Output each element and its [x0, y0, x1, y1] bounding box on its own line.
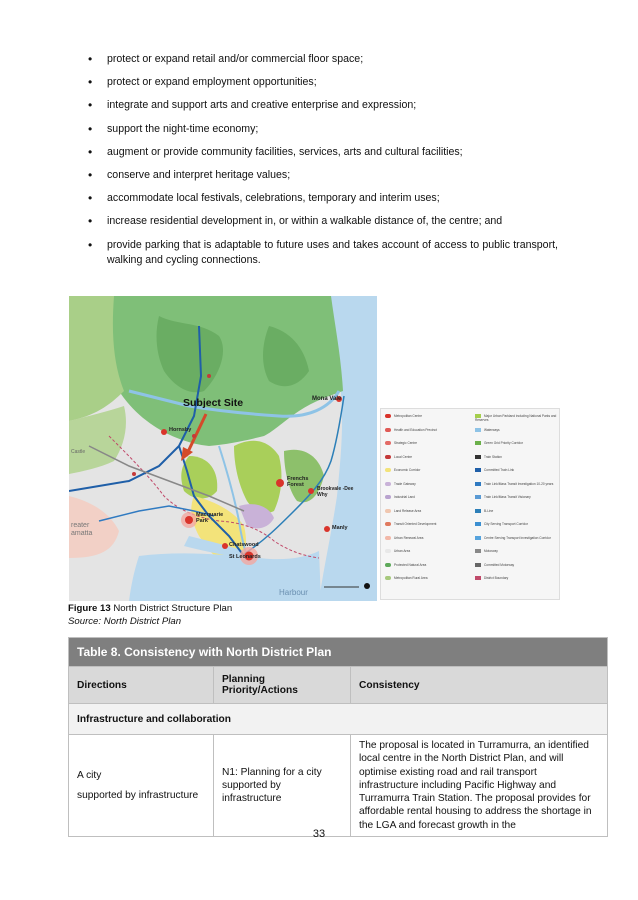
legend-label: Centre Serving Transport Investigation Corridor — [484, 535, 551, 540]
legend-item — [385, 509, 469, 513]
header-directions: Directions — [69, 667, 214, 704]
map-label-hornsby: Hornsby — [169, 427, 192, 433]
legend-swatch-icon — [475, 428, 481, 432]
map-label-st-leonards: St Leonards — [229, 554, 261, 560]
page-number: 33 — [312, 828, 326, 840]
bullet-item: • accommodate local festivals, celebrations, temporary and interim uses; — [88, 191, 440, 206]
legend-swatch-icon — [385, 482, 391, 486]
legend-item — [385, 536, 469, 540]
legend-item — [475, 536, 559, 540]
map-label-manly: Manly — [332, 525, 348, 531]
legend-swatch-icon — [385, 455, 391, 459]
legend-item — [475, 549, 559, 553]
legend-label: Industrial Land — [394, 495, 415, 499]
legend-swatch-icon — [475, 482, 481, 486]
bullet-item: • conserve and interpret heritage values; — [88, 167, 291, 182]
legend-label: Transit Oriented Development — [394, 522, 437, 526]
table-row — [69, 735, 608, 837]
legend-label: City Serving Transport Corridor — [484, 522, 528, 526]
bullet-icon: • — [88, 52, 93, 66]
legend-item — [475, 563, 559, 567]
legend-label: Train Station — [484, 454, 502, 459]
consistency-table — [68, 637, 608, 837]
bullet-item: • protect or expand retail and/or commercial floor space; — [88, 52, 364, 66]
table-title: Table 8. Consistency with North District Plan — [69, 638, 608, 667]
legend-label: Committed Motorway — [484, 562, 515, 567]
legend-item — [475, 482, 559, 486]
bullet-icon: • — [88, 75, 93, 90]
legend-swatch-icon — [475, 576, 481, 580]
legend-label: District Boundary — [484, 576, 509, 580]
legend-swatch-icon — [475, 563, 481, 567]
legend-swatch-icon — [385, 576, 391, 580]
map-label-macquarie: Macquarie Park — [196, 512, 224, 524]
map-label-frenchs-forest: Frenchs Forest — [287, 476, 309, 488]
legend-label: Major Urban Parkland including National Parks and Reserves — [475, 414, 557, 423]
row-consistency: The proposal is located in Turramurra, an identified local centre in the North District Plan, and will optimise existing road and rail transport infrastructure including Pacific Highway and Turramurra Train Station. The proposal provides for affordable rental housing to address the shortage in the LGA and forecast growth in the — [351, 735, 608, 837]
legend-label: Economic Corridor — [394, 468, 421, 472]
map-legend — [380, 408, 560, 600]
legend-label: Health and Education Precinct — [394, 427, 437, 432]
legend-swatch-icon — [475, 441, 481, 445]
bullet-item: • support the night-time economy; — [88, 121, 259, 136]
legend-swatch-icon — [385, 468, 391, 472]
bullet-item: • integrate and support arts and creative enterprise and expression; — [88, 98, 417, 113]
bullet-icon: • — [88, 237, 93, 252]
district-structure-figure — [69, 296, 558, 601]
legend-item — [475, 495, 559, 499]
legend-item — [475, 428, 559, 432]
legend-item — [385, 495, 469, 499]
legend-label: Protected Natural Area — [394, 562, 427, 567]
legend-swatch-icon — [385, 536, 391, 540]
legend-label: Waterways — [484, 427, 500, 432]
legend-label: Green Grid Priority Corridor — [484, 441, 523, 445]
bullet-icon: • — [88, 191, 93, 206]
map-label-subject-site: Subject Site — [183, 397, 244, 409]
map-label-brookvale: Brookvale -Dee Why — [317, 486, 354, 498]
legend-swatch-icon — [475, 549, 481, 553]
legend-swatch-icon — [475, 455, 481, 459]
legend-label: Urban Renewal Area — [394, 535, 424, 540]
bullet-item: • augment or provide community facilities, services, arts and cultural facilities; — [88, 144, 463, 159]
bullet-icon: • — [88, 144, 93, 159]
legend-swatch-icon — [385, 495, 391, 499]
legend-swatch-icon — [475, 536, 481, 540]
bullet-item: • protect or expand employment opportunities; — [88, 75, 317, 90]
map-label-chatswood: Chatswood — [229, 542, 259, 548]
row-direction: A city supported by infrastructure — [69, 735, 214, 837]
legend-label: Local Centre — [394, 454, 413, 459]
figure-source: Source: North District Plan — [68, 616, 182, 627]
table-header-row — [69, 667, 608, 704]
legend-swatch-icon — [385, 549, 391, 553]
legend-item — [385, 563, 469, 567]
legend-label: Motorway — [484, 549, 498, 553]
table-section-row — [69, 704, 608, 735]
legend-item — [385, 482, 469, 486]
legend-label: B-Line — [484, 508, 494, 513]
legend-swatch-icon — [385, 563, 391, 567]
legend-swatch-icon — [385, 428, 391, 432]
legend-swatch-icon — [385, 414, 391, 418]
legend-label: Train Link/Mass Transit Visionary — [484, 495, 531, 499]
legend-item — [475, 441, 559, 445]
legend-label: Committed Train Link — [484, 468, 515, 472]
legend-item — [475, 509, 559, 513]
legend-item — [385, 576, 469, 580]
legend-label: Urban Area — [394, 549, 411, 553]
legend-item — [475, 455, 559, 459]
legend-item — [475, 522, 559, 526]
legend-label: Strategic Centre — [394, 441, 418, 445]
map-label-mona-vale: Mona Vale — [312, 396, 342, 402]
legend-swatch-icon — [385, 441, 391, 445]
bullet-icon: • — [88, 167, 93, 182]
section-label: Infrastructure and collaboration — [69, 704, 608, 735]
legend-swatch-icon — [385, 522, 391, 526]
map-graphic — [69, 296, 377, 601]
district-map — [69, 296, 377, 601]
legend-item — [385, 522, 469, 526]
legend-label: Metropolitan Centre — [394, 414, 422, 418]
legend-swatch-icon — [385, 509, 391, 513]
legend-item — [385, 468, 469, 472]
legend-swatch-icon — [475, 468, 481, 472]
bullet-icon: • — [88, 98, 93, 113]
legend-item — [385, 414, 469, 418]
row-priority: N1: Planning for a city supported by infrastructure — [214, 735, 351, 837]
legend-label: Train Link/Mass Transit Investigation 10-20 years — [484, 481, 554, 486]
legend-item — [385, 455, 469, 459]
bullet-icon: • — [88, 121, 93, 136]
legend-item — [385, 549, 469, 553]
legend-item — [475, 414, 559, 422]
legend-swatch-icon — [475, 495, 481, 499]
legend-item — [475, 576, 559, 580]
legend-label: Land Release Area — [394, 508, 422, 513]
header-priority: Planning Priority/Actions — [214, 667, 351, 704]
header-consistency: Consistency — [351, 667, 608, 704]
bullet-item: • increase residential development in, or within a walkable distance of, the centre; and — [88, 214, 503, 229]
legend-swatch-icon — [475, 522, 481, 526]
figure-caption: Figure 13 North District Structure Plan — [68, 603, 233, 614]
bullet-item: • provide parking that is adaptable to future uses and takes account of access to public transport, walking and cycling connections. — [88, 237, 558, 266]
legend-item — [385, 428, 469, 432]
legend-item — [385, 441, 469, 445]
map-label-parramatta: reater amatta — [71, 522, 93, 537]
bullet-icon: • — [88, 214, 93, 229]
legend-label: Metropolitan Rural Area — [394, 576, 428, 580]
legend-item — [475, 468, 559, 472]
legend-label: Trade Gateway — [394, 481, 416, 486]
legend-swatch-icon — [475, 509, 481, 513]
map-label-harbour: Harbour — [279, 588, 308, 597]
map-label-castle: Castle — [71, 449, 86, 455]
bullet-list — [88, 52, 558, 276]
